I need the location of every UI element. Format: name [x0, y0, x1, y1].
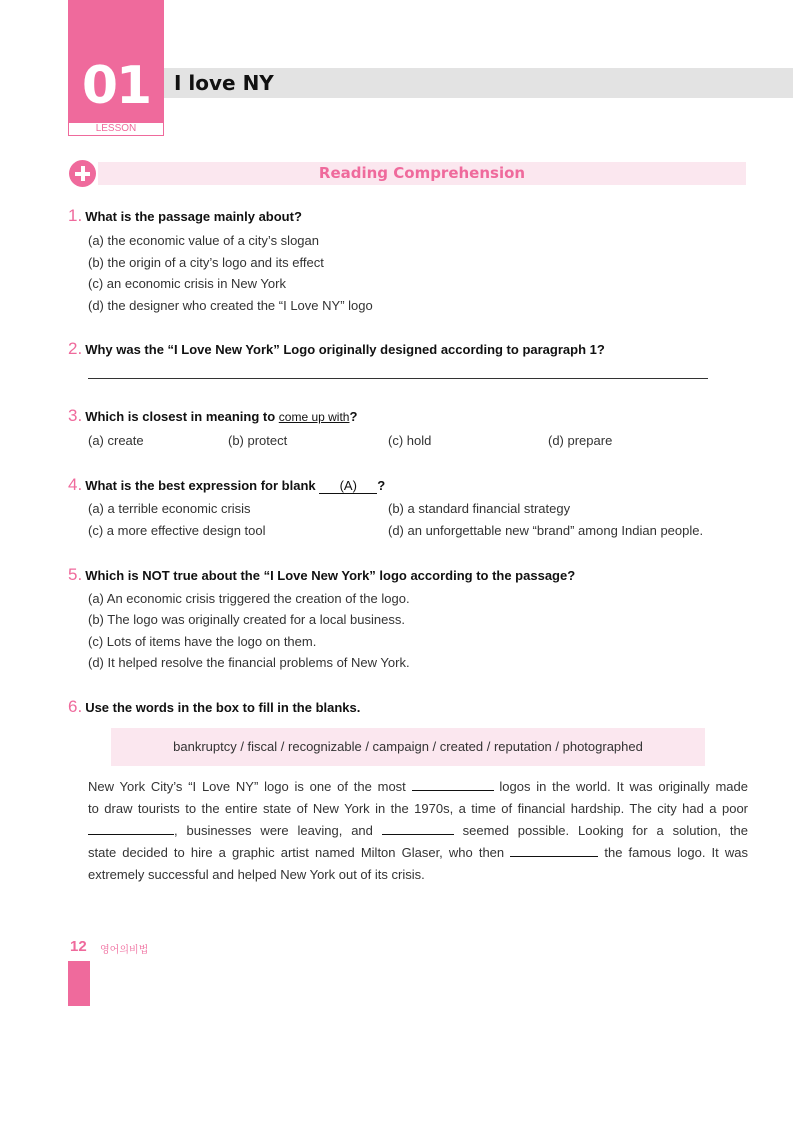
question-number: 4. — [68, 475, 83, 494]
question-text: Which is NOT true about the “I Love New York” logo according to the passage? — [85, 568, 576, 583]
passage-line: to draw tourists to the entire state of New York in the 1970s, a time of financial hardship. The city had a poor — [88, 801, 748, 816]
q5-option-b[interactable]: (b) The logo was originally created for a local business. — [88, 612, 405, 627]
q3-option-a[interactable]: (a) create — [88, 433, 144, 448]
blank-a: (A) — [319, 478, 377, 494]
question-text: Which is closest in meaning to — [85, 409, 279, 424]
word-list: bankruptcy / fiscal / recognizable / campaign / created / reputation / photographed — [173, 739, 643, 754]
question-number: 2. — [68, 339, 83, 358]
fill-blank-3[interactable] — [382, 822, 454, 835]
book-title: 영어의비법 — [100, 945, 149, 956]
q5-option-a[interactable]: (a) An economic crisis triggered the creation of the logo. — [88, 591, 410, 606]
question-1 — [68, 206, 302, 227]
page-title: I love NY — [174, 71, 274, 95]
q1-option-b[interactable]: (b) the origin of a city’s logo and its effect — [88, 255, 324, 270]
question-number: 3. — [68, 406, 83, 425]
question-6 — [68, 697, 360, 718]
word-box — [111, 728, 705, 766]
footer-tab — [68, 961, 90, 1006]
q5-option-c[interactable]: (c) Lots of items have the logo on them. — [88, 634, 317, 649]
question-number: 6. — [68, 697, 83, 716]
question-text: Use the words in the box to fill in the blanks. — [85, 700, 361, 715]
question-3: 3. Which is closest in meaning to come up with? — [68, 406, 358, 425]
section-header — [98, 162, 746, 185]
passage-line: state decided to hire a graphic artist named Milton Glaser, who then the famous logo. It was — [88, 845, 748, 860]
fill-blank-2[interactable] — [88, 822, 174, 835]
question-2 — [68, 339, 605, 360]
question-4: 4. What is the best expression for blank (A) ? — [68, 475, 386, 494]
passage-line: , businesses were leaving, and seemed possible. Looking for a solution, the — [88, 822, 748, 840]
title-bar — [164, 68, 793, 98]
answer-line[interactable] — [88, 378, 708, 379]
passage-line: New York City’s “I Love NY” logo is one of the most logos in the world. It was originally made — [88, 779, 748, 794]
q4-option-b[interactable]: (b) a standard financial strategy — [388, 501, 571, 516]
fill-blank-1[interactable] — [412, 778, 494, 791]
question-number: 1. — [68, 206, 83, 225]
q4-option-d[interactable]: (d) an unforgettable new “brand” among Indian people. — [388, 523, 704, 538]
q5-option-d[interactable]: (d) It helped resolve the financial problems of New York. — [88, 655, 410, 670]
q3-option-b[interactable]: (b) protect — [228, 433, 288, 448]
lesson-number: 01 — [81, 56, 151, 116]
page-number: 12 — [70, 938, 87, 955]
q3-option-d[interactable]: (d) prepare — [548, 433, 613, 448]
question-5 — [68, 565, 575, 586]
q1-option-a[interactable]: (a) the economic value of a city’s slogan — [88, 233, 319, 248]
question-text: What is the best expression for blank — [85, 478, 320, 493]
q1-option-c[interactable]: (c) an economic crisis in New York — [88, 276, 286, 291]
section-title: Reading Comprehension — [318, 164, 526, 182]
underlined-phrase: come up with — [278, 410, 350, 424]
question-number: 5. — [68, 565, 83, 584]
lesson-label: LESSON — [68, 122, 164, 136]
passage-line: extremely successful and helped New York out of its crisis. — [88, 867, 425, 882]
question-text: Why was the “I Love New York” Logo originally designed according to paragraph 1? — [85, 342, 605, 357]
q1-option-d[interactable]: (d) the designer who created the “I Love NY” logo — [88, 298, 373, 313]
q4-option-a[interactable]: (a) a terrible economic crisis — [88, 501, 251, 516]
q4-option-c[interactable]: (c) a more effective design tool — [88, 523, 266, 538]
lesson-badge — [68, 0, 164, 122]
plus-circle-icon — [69, 160, 96, 187]
fill-blank-4[interactable] — [510, 844, 598, 857]
q3-option-c[interactable]: (c) hold — [388, 433, 432, 448]
question-text: What is the passage mainly about? — [85, 209, 302, 224]
